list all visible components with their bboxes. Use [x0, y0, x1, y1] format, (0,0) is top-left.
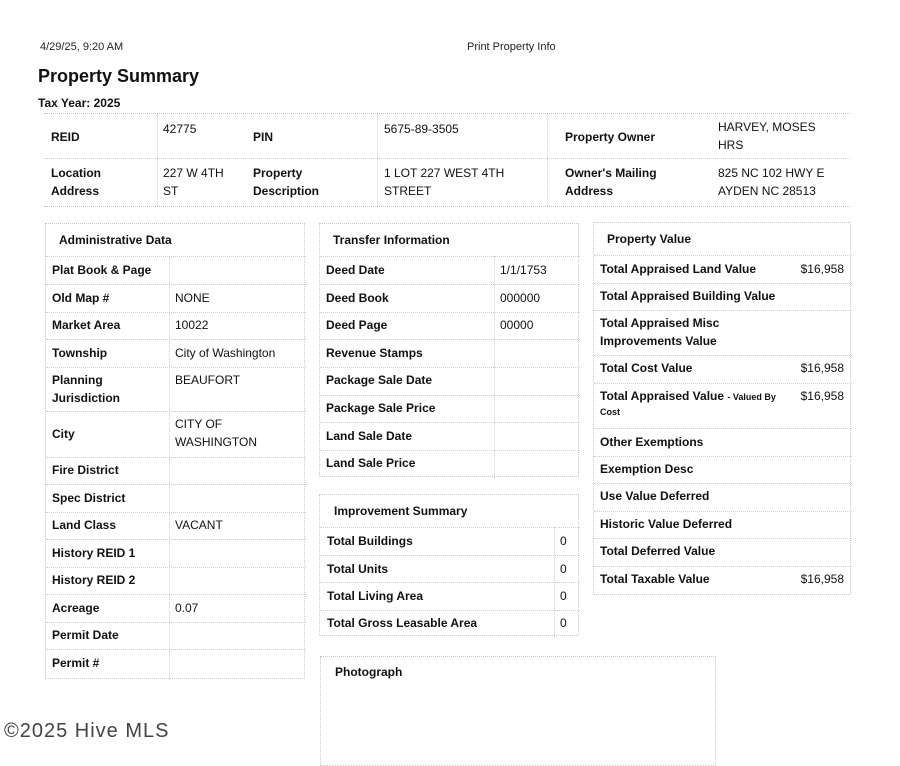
owner-value-line2: HRS [718, 138, 744, 152]
deed-page-label: Deed Page [326, 318, 388, 332]
reid-label: REID [51, 130, 80, 144]
page-title: Property Summary [38, 66, 200, 86]
total-gross-leasable-area-label: Total Gross Leasable Area [327, 616, 478, 630]
description-value-line1: 1 LOT 227 WEST 4TH [384, 166, 505, 180]
market-area-label: Market Area [52, 318, 121, 332]
total-living-area-label: Total Living Area [327, 589, 424, 603]
permit-date-label: Permit Date [52, 628, 119, 642]
administrative-data-panel [45, 223, 305, 679]
deed-book-value: 000000 [500, 291, 541, 305]
copyright-watermark: ©2025 Hive MLS [4, 720, 170, 742]
city-label: City [52, 427, 75, 441]
description-value-line2: STREET [384, 184, 432, 198]
total-units-label: Total Units [327, 562, 389, 576]
total-units-value: 0 [560, 562, 567, 576]
total-gross-leasable-area-value: 0 [560, 616, 567, 630]
property-value-panel [593, 222, 851, 595]
deed-date-label: Deed Date [326, 263, 385, 277]
mailing-value-line2: AYDEN NC 28513 [718, 184, 816, 198]
total-living-area-value: 0 [560, 589, 567, 603]
print-page-title: Print Property Info [467, 41, 556, 53]
description-label-line2: Description [253, 184, 320, 198]
plat-book-label: Plat Book & Page [52, 263, 152, 277]
administrative-data-title: Administrative Data [59, 233, 172, 247]
pin-label: PIN [253, 130, 274, 144]
total-appraised-value: $16,958 [800, 389, 844, 403]
mailing-value-line1: 825 NC 102 HWY E [718, 166, 825, 180]
owner-label: Property Owner [565, 130, 656, 144]
spec-district-label: Spec District [52, 491, 126, 505]
old-map-value: NONE [175, 291, 210, 305]
tax-year: Tax Year: 2025 [38, 96, 121, 110]
mailing-label-line2: Address [565, 184, 614, 198]
appraised-land-value: $16,958 [800, 262, 844, 276]
appraised-building-value-label: Total Appraised Building Value [600, 289, 776, 303]
total-cost-value: $16,958 [800, 361, 844, 375]
planning-label-line2: Jurisdiction [52, 391, 121, 405]
acreage-value: 0.07 [175, 601, 199, 615]
township-label: Township [52, 346, 108, 360]
total-appraised-value-label-text: Total Appraised Value [600, 389, 725, 403]
location-value-line2: ST [163, 184, 179, 198]
old-map-label: Old Map # [52, 291, 110, 305]
city-value-line1: CITY OF [175, 417, 223, 431]
improvement-summary-panel [319, 494, 579, 636]
description-label-line1: Property [253, 166, 303, 180]
revenue-stamps-label: Revenue Stamps [326, 346, 423, 360]
package-sale-price-label: Package Sale Price [326, 401, 436, 415]
improvement-summary-title: Improvement Summary [334, 504, 468, 518]
location-value-line1: 227 W 4TH [163, 166, 224, 180]
location-label-line1: Location [51, 166, 101, 180]
package-sale-date-label: Package Sale Date [326, 373, 433, 387]
photograph-panel [320, 656, 716, 766]
permit-number-label: Permit # [52, 656, 100, 670]
deed-date-value: 1/1/1753 [500, 263, 547, 277]
property-value-title: Property Value [607, 232, 692, 246]
owner-value-line1: HARVEY, MOSES [718, 120, 816, 134]
acreage-label: Acreage [52, 601, 100, 615]
exemption-desc-label: Exemption Desc [600, 462, 694, 476]
market-area-value: 10022 [175, 318, 209, 332]
planning-value: BEAUFORT [175, 373, 241, 387]
appraised-land-value-label: Total Appraised Land Value [600, 262, 757, 276]
history-reid1-label: History REID 1 [52, 546, 136, 560]
total-taxable-value-label: Total Taxable Value [600, 572, 710, 586]
township-value: City of Washington [175, 346, 276, 360]
transfer-information-panel [319, 223, 579, 477]
fire-district-label: Fire District [52, 463, 119, 477]
print-datetime: 4/29/25, 9:20 AM [40, 41, 124, 53]
summary-table [44, 113, 850, 207]
land-sale-date-label: Land Sale Date [326, 429, 413, 443]
total-deferred-value-label: Total Deferred Value [600, 544, 716, 558]
use-value-deferred-label: Use Value Deferred [600, 489, 710, 503]
mailing-label-line1: Owner's Mailing [565, 166, 657, 180]
appraised-misc-label-line2: Improvements Value [600, 334, 717, 348]
pin-value: 5675-89-3505 [384, 122, 459, 136]
deed-page-value: 00000 [500, 318, 534, 332]
history-reid2-label: History REID 2 [52, 573, 136, 587]
land-class-label: Land Class [52, 518, 117, 532]
total-taxable-value: $16,958 [800, 572, 844, 586]
photograph-title: Photograph [335, 665, 403, 679]
total-buildings-value: 0 [560, 534, 567, 548]
other-exemptions-label: Other Exemptions [600, 435, 704, 449]
transfer-information-title: Transfer Information [333, 233, 450, 247]
valued-by-note: - Valued By [727, 392, 776, 402]
historic-value-deferred-label: Historic Value Deferred [600, 517, 733, 531]
reid-value: 42775 [163, 122, 197, 136]
land-class-value: VACANT [175, 518, 223, 532]
deed-book-label: Deed Book [326, 291, 389, 305]
total-buildings-label: Total Buildings [327, 534, 413, 548]
planning-label-line1: Planning [52, 373, 103, 387]
location-label-line2: Address [51, 184, 100, 198]
appraised-misc-label-line1: Total Appraised Misc [600, 316, 720, 330]
land-sale-price-label: Land Sale Price [326, 456, 416, 470]
total-appraised-value-label [600, 387, 776, 406]
total-cost-value-label: Total Cost Value [600, 361, 693, 375]
city-value-line2: WASHINGTON [175, 435, 258, 449]
valued-by-note-line2: Cost [600, 407, 620, 417]
